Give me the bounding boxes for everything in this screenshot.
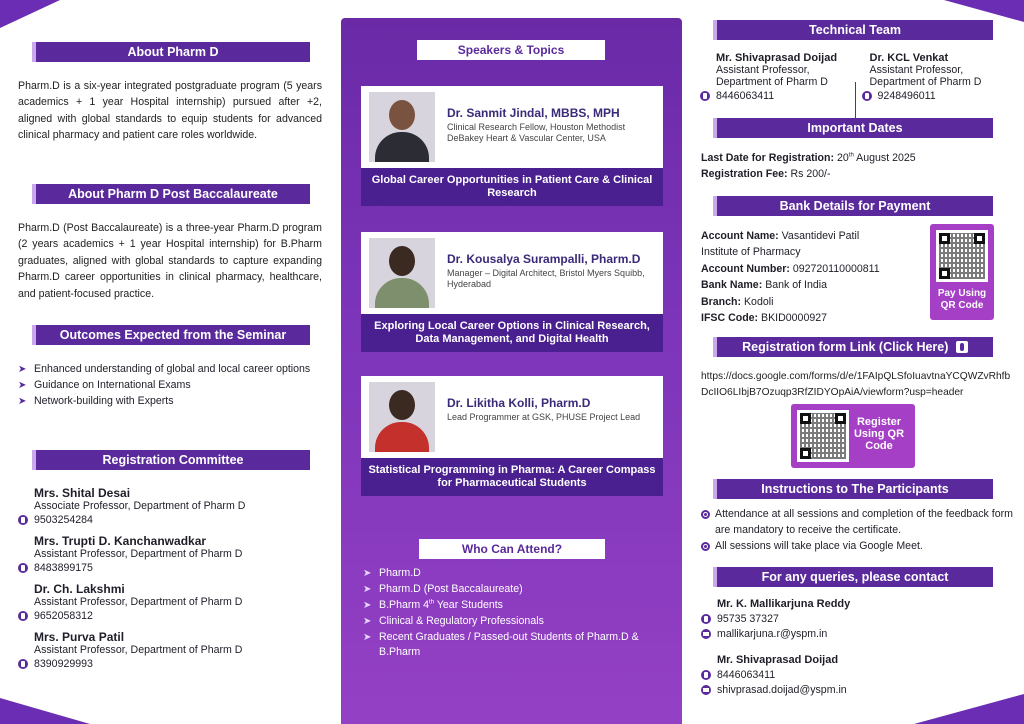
speaker-affiliation: Manager – Digital Architect, Bristol Myers Squibb, Hyderabad [447, 268, 645, 290]
member-phone: 8446063411 [700, 90, 849, 102]
list-item: ➤ B.Pharm 4th Year Students [363, 598, 503, 611]
member-name: Dr. KCL Venkat [869, 52, 949, 64]
payment-qr-code[interactable] [936, 230, 988, 282]
speaker-name: Dr. Sanmit Jindal, MBBS, MPH [447, 106, 620, 120]
speaker-affiliation: Clinical Research Fellow, Houston Methodist DeBakey Heart & Vascular Center, USA [447, 122, 626, 144]
speaker-card [361, 232, 663, 352]
list-item: All sessions will take place via Google Meet. [701, 539, 1013, 555]
instructions-list [701, 507, 1013, 555]
list-item: ➤ Pharm.D (Post Baccalaureate) [363, 582, 523, 595]
committee-member [18, 486, 322, 526]
committee-member [18, 630, 322, 670]
link-icon [956, 341, 968, 353]
who-list [363, 566, 663, 661]
contact-card [701, 598, 1011, 640]
member-role: Assistant Professor, Department of Pharm D [34, 548, 243, 560]
queries-heading: For any queries, please contact [713, 567, 993, 587]
chevron-right-icon: ➤ [18, 364, 27, 375]
contact-email[interactable]: shivprasad.doijad@yspm.in [701, 684, 1011, 696]
list-item: ➤ Network-building with Experts [18, 394, 174, 407]
member-name: Mrs. Trupti D. Kanchanwadkar [34, 534, 207, 548]
fee-line: Registration Fee: Rs 200/- [701, 168, 831, 181]
chevron-right-icon: ➤ [363, 599, 372, 611]
member-role: Assistant Professor, Department of Pharm D [34, 596, 243, 608]
about-pb-text: Pharm.D (Post Baccalaureate) is a three-year Pharm.D program (2 years academics + 1 year Hospital internship) for B.Pharm graduates, aligned with global standards to capture expanding Pharm.D career opportunities in clinical pharmacy, healthcare, and patient-focused practice. [18, 222, 322, 300]
member-phone: 9503254284 [18, 514, 322, 526]
tech-team-heading: Technical Team [713, 20, 993, 40]
email-icon [701, 629, 711, 639]
chevron-right-icon: ➤ [18, 395, 27, 407]
member-phone: 8390929993 [18, 658, 322, 670]
queries-contacts [701, 598, 1011, 696]
member-department: Department of Pharm D [716, 76, 828, 88]
phone-icon [18, 611, 28, 621]
list-item: ➤ Enhanced understanding of global and local career options [18, 363, 311, 375]
contact-email[interactable]: mallikarjuna.r@yspm.in [701, 628, 1011, 640]
payment-qr-caption: Pay Using QR Code [937, 288, 987, 311]
chevron-right-icon: ➤ [18, 379, 27, 391]
about-pharmd-text: Pharm.D is a six-year integrated postgraduate program (5 years academics + 1 year Hospital internship) pursued after +2, aligned with global standards to equip students for advanced clinical pharmacy and patient care roles worldwide. [18, 80, 322, 142]
speaker-card [361, 86, 663, 206]
contact-phone: 8446063411 [701, 669, 1011, 681]
member-department: Department of Pharm D [869, 76, 982, 88]
bullet-icon [701, 542, 710, 551]
phone-icon [18, 563, 28, 573]
middle-column [341, 0, 682, 724]
member-name: Mrs. Shital Desai [34, 486, 131, 500]
registration-qr-code[interactable] [797, 410, 849, 462]
speaker-photo [369, 238, 435, 308]
bank-details: Account Name: Vasantidevi Patil Institute of Pharmacy Account Number: 092720110000811 Bank Name: Bank of India Branch: Kodoli IFSC Code: BKID0000927 [701, 230, 880, 325]
member-role: Assistant Professor, [716, 64, 810, 76]
bullet-icon [701, 510, 710, 519]
chevron-right-icon: ➤ [363, 568, 372, 579]
phone-icon [18, 515, 28, 525]
phone-icon [701, 670, 711, 680]
left-column [0, 0, 340, 724]
member-phone: 8483899175 [18, 562, 322, 574]
list-item: ➤ Pharm.D [363, 567, 421, 579]
member-phone: 9248496011 [862, 90, 1010, 102]
outcomes-heading: Outcomes Expected from the Seminar [32, 325, 310, 345]
chevron-right-icon: ➤ [363, 615, 372, 627]
member-name: Mr. Shivaprasad Doijad [716, 52, 838, 64]
speaker-topic: Exploring Local Career Options in Clinical Research, Data Management, and Digital Health [361, 314, 663, 352]
member-name: Mrs. Purva Patil [34, 630, 125, 644]
payment-qr-box[interactable] [930, 224, 994, 320]
phone-icon [862, 91, 872, 101]
phone-icon [700, 91, 710, 101]
contact-name: Mr. K. Mallikarjuna Reddy [717, 598, 851, 610]
email-icon [701, 685, 711, 695]
committee-list [18, 478, 322, 670]
list-item: ➤ Clinical & Regulatory Professionals [363, 614, 544, 627]
member-phone: 9652058312 [18, 610, 322, 622]
committee-member [18, 534, 322, 574]
speakers-heading: Speakers & Topics [417, 40, 605, 60]
committee-member [18, 582, 322, 622]
right-column [684, 0, 1024, 724]
list-item: ➤ Guidance on International Exams [18, 378, 191, 391]
phone-icon [18, 659, 28, 669]
member-role: Assistant Professor, [869, 64, 964, 76]
speaker-topic: Statistical Programming in Pharma: A Career Compass for Pharmaceutical Students [361, 458, 663, 496]
speaker-affiliation: Lead Programmer at GSK, PHUSE Project Lead [447, 412, 641, 422]
registration-link[interactable]: https://docs.google.com/forms/d/e/1FAIpQLSfoIuavtnaYCQWZvRhfbDcIIO6LIbjB7Ozuqp3RfZIDYOpAiA/viewform?usp=header [701, 371, 1011, 398]
chevron-right-icon: ➤ [363, 631, 372, 643]
contact-phone: 95735 37327 [701, 613, 1011, 625]
contact-name: Mr. Shivaprasad Doijad [717, 654, 839, 666]
registration-heading[interactable]: Registration form Link (Click Here) [713, 337, 993, 357]
outcomes-list [18, 362, 322, 410]
member-role: Assistant Professor, Department of Pharm D [34, 644, 243, 656]
speaker-name: Dr. Likitha Kolli, Pharm.D [447, 396, 591, 410]
speaker-photo [369, 92, 435, 162]
dates-heading: Important Dates [713, 118, 993, 138]
bank-heading: Bank Details for Payment [713, 196, 993, 216]
speaker-photo [369, 382, 435, 452]
member-role: Associate Professor, Department of Pharm D [34, 500, 246, 512]
list-item: Attendance at all sessions and completion of the feedback form are mandatory to receive the certificate. [701, 507, 1013, 539]
speaker-name: Dr. Kousalya Surampalli, Pharm.D [447, 252, 641, 266]
chevron-right-icon: ➤ [363, 583, 372, 595]
dates-info [701, 150, 1011, 183]
member-name: Dr. Ch. Lakshmi [34, 582, 125, 596]
list-item: ➤ Recent Graduates / Passed-out Students of Pharm.D & B.Pharm [363, 630, 639, 659]
committee-heading: Registration Committee [32, 450, 310, 470]
instructions-heading: Instructions to The Participants [713, 479, 993, 499]
deadline-line: Last Date for Registration: 20th August 2025 [701, 152, 916, 164]
about-pb-heading: About Pharm D Post Baccalaureate [32, 184, 310, 204]
speaker-topic: Global Career Opportunities in Patient Care & Clinical Research [361, 168, 663, 206]
about-pharmd-heading: About Pharm D [32, 42, 310, 62]
registration-qr-caption: Register Using QR Code [853, 416, 905, 452]
contact-card [701, 654, 1011, 696]
registration-qr-box[interactable] [791, 404, 915, 468]
phone-icon [701, 614, 711, 624]
speaker-card [361, 376, 663, 496]
who-heading: Who Can Attend? [419, 539, 605, 559]
